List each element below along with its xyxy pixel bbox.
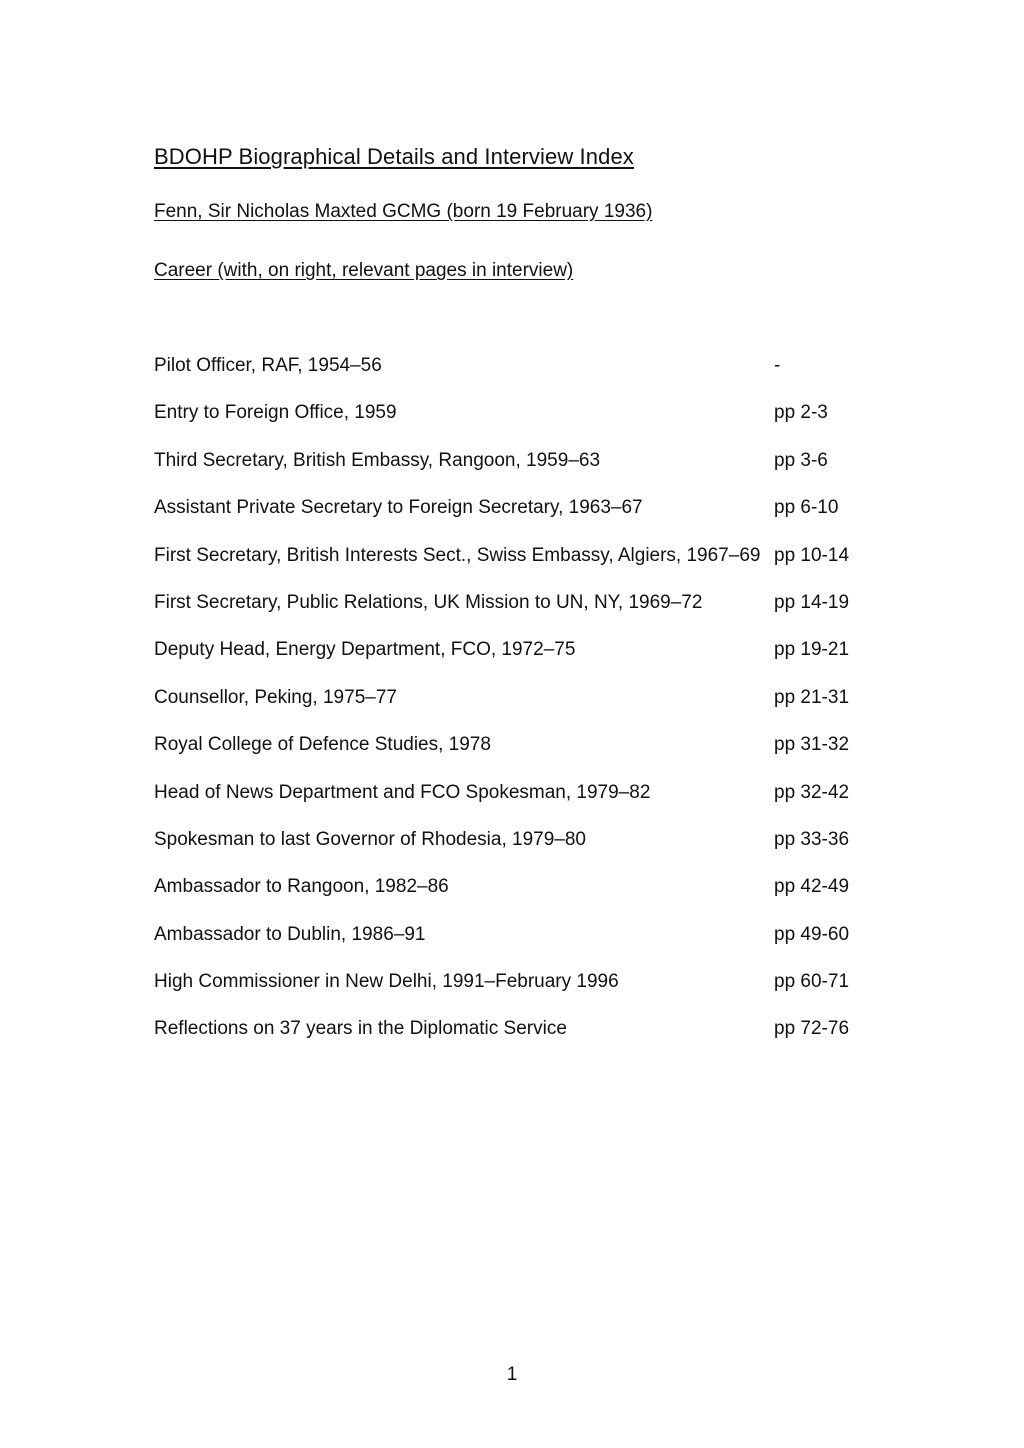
interview-pages: pp 49-60: [774, 923, 850, 945]
career-role: Entry to Foreign Office, 1959: [154, 402, 397, 424]
career-row: [154, 592, 874, 639]
career-role: Ambassador to Rangoon, 1982–86: [154, 876, 449, 898]
career-row: [154, 497, 874, 544]
interview-pages: pp 32-42: [774, 781, 850, 803]
career-row: [154, 876, 874, 923]
interview-pages: pp 31-32: [774, 734, 850, 756]
interview-pages: pp 2-3: [774, 402, 828, 424]
career-row: [154, 355, 874, 402]
subject-name: Fenn, Sir Nicholas Maxted GCMG (born 19 February 1936): [154, 201, 653, 222]
career-role: Counsellor, Peking, 1975–77: [154, 686, 397, 708]
interview-pages: pp 60-71: [774, 971, 850, 993]
career-role: Reflections on 37 years in the Diplomatic Service: [154, 1018, 567, 1040]
career-row: [154, 450, 874, 497]
career-role: High Commissioner in New Delhi, 1991–February 1996: [154, 971, 619, 993]
career-row: [154, 829, 874, 876]
career-row: [154, 687, 874, 734]
career-row: [154, 924, 874, 971]
page-number: 1: [506, 1364, 518, 1385]
career-list: [154, 355, 874, 1066]
career-heading: Career (with, on right, relevant pages in interview): [154, 260, 574, 281]
interview-pages: -: [774, 355, 781, 376]
career-row: [154, 639, 874, 686]
interview-pages: pp 19-21: [774, 639, 850, 661]
interview-pages: pp 42-49: [774, 876, 850, 898]
career-row: [154, 734, 874, 781]
career-row: [154, 971, 874, 1018]
career-row: [154, 782, 874, 829]
career-role: Spokesman to last Governor of Rhodesia, 1979–80: [154, 828, 586, 850]
interview-pages: pp 72-76: [774, 1018, 850, 1040]
career-role: First Secretary, British Interests Sect., Swiss Embassy, Algiers, 1967–69: [154, 544, 761, 566]
career-role: Deputy Head, Energy Department, FCO, 1972–75: [154, 639, 576, 661]
document-title: BDOHP Biographical Details and Interview Index: [154, 144, 634, 169]
interview-pages: pp 14-19: [774, 591, 850, 613]
career-role: First Secretary, Public Relations, UK Mission to UN, NY, 1969–72: [154, 591, 703, 613]
career-row: [154, 402, 874, 449]
career-role: Third Secretary, British Embassy, Rangoon, 1959–63: [154, 449, 601, 471]
career-role: Assistant Private Secretary to Foreign Secretary, 1963–67: [154, 497, 643, 519]
interview-pages: pp 21-31: [774, 686, 850, 708]
career-row: [154, 545, 874, 592]
interview-pages: pp 6-10: [774, 497, 839, 519]
career-role: Ambassador to Dublin, 1986–91: [154, 923, 426, 945]
career-role: Head of News Department and FCO Spokesman, 1979–82: [154, 781, 651, 803]
career-row: [154, 1018, 874, 1065]
interview-pages: pp 10-14: [774, 544, 850, 566]
interview-pages: pp 3-6: [774, 449, 828, 471]
career-role: Royal College of Defence Studies, 1978: [154, 734, 491, 756]
interview-pages: pp 33-36: [774, 828, 850, 850]
career-role: Pilot Officer, RAF, 1954–56: [154, 355, 382, 376]
